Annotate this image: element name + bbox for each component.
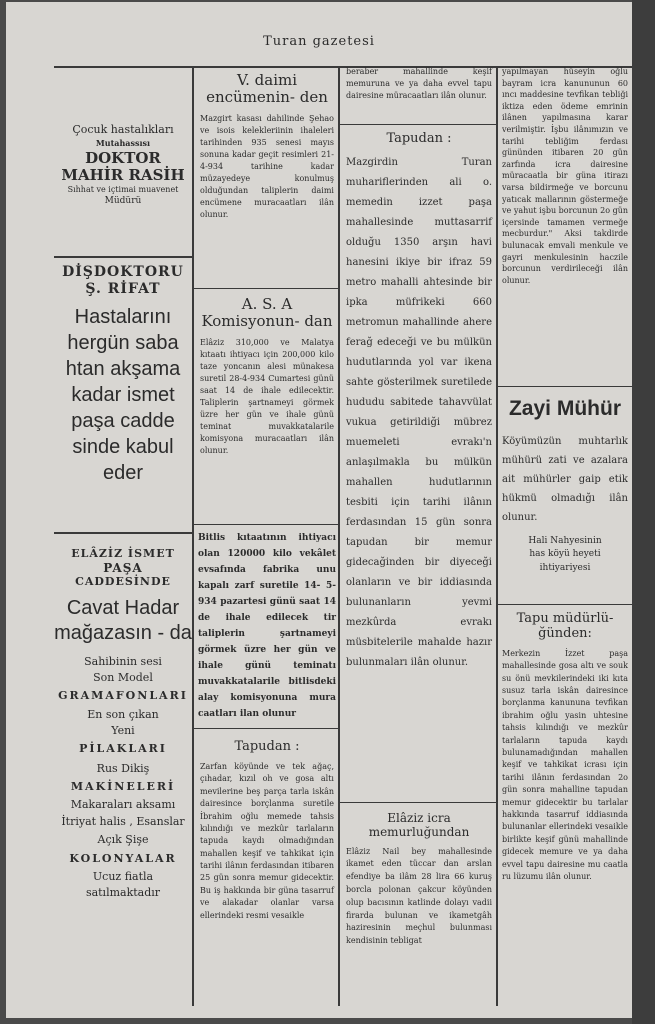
notice-body: beraber mahallinde keşif memuruna ve ya daha evvel tapu dairesine müracaatları ilân olunur. [346,67,492,100]
section-rule [498,604,632,605]
notice-body: Bitlis kıtaatının ihtiyacı olan 120000 kilo vekâlet evsafında fabrika unu kapalı zarf suretile 14- 5- 934 pazartesi günü saat 14 de ihale edilecek tir taliplerin şartnameyi görmek üzre her gün ve ihale günü teminatı muvakkatalarile bitlisdeki alay komisyonuna mura caatları ilan olunur [198,533,336,719]
shop-ad-head: CADDESİNDE [75,574,171,588]
shop-ad-line: PİLAKLARI [79,741,167,755]
shop-ad-line: Ucuz fiatla [92,869,154,883]
shop-ad-head: ELÂZİZ İSMET [71,547,175,560]
notice-body: Zarfan köyünde ve tek ağaç, çıhadar, kızıl oh ve gosa altı mevilerine beş parça tarla iskân dairesince borçlanma suretile İbrahim oğlu memede tahsis kılındığı ve mezkûr tarlaların tapuda kaydı olmadığından mahallen keşif ve tahkikat için tarihi ilânın ferdasından itibaren 25 gün sonra memur gidecektir. Bu iş hakkında bir güna tasarruf ve alakadar olanlar varsa ellerindeki resmi vesaikle [200,761,334,920]
notice-land-registry [346,130,492,673]
notice-continued [502,66,628,286]
doctor-ad-role: Sıhhat ve içtimai muavenet [67,184,179,194]
shop-ad-line: En son çıkan [87,707,159,721]
notice-commission [200,294,334,457]
section-rule [54,256,192,258]
section-rule [194,524,338,525]
notice-body: Mazgirt kasası dahilinde Şehao ve isois kelekleriinin ihaleleri tarihinden 935 senesi mayıs sonuna kadar geçit resimleri 21-4-934 tarihine kadar müzayedeye konulmuş olduğundan taliplerin daimi encümene muracaatları ilân olunur. [200,113,334,219]
masthead: Turan gazetesi [263,34,375,49]
section-rule [54,532,192,534]
notice-body: yapılmayan hüseyin oğlu bayram icra kanununun 60 ıncı maddesine tevfikan tebliği iktiza eden ödeme emrinin ilânen yapılmasına karar verilmiştir. İşbu ilânımızın ve tarihi tebliğim ferdası gününden itibaren 20 gün zarfında icra dairesine müracaatla bir güna itirazı varsa bildirmeğe ve borcunu yatıcak mallarının göstermeğe ve yahut işbu borcunun 2o gün içersinde tamamen vermeğe mecburdur." Aksi takdirde bulunacak emvali menkule ve gayri menkulesinin haczile borcunun verdirileceği ilân olunur. [502,67,628,285]
page-edge-shadow [632,0,655,1024]
shop-ad-head: PAŞA [103,560,143,575]
shop-ad-line: GRAMAFONLARI [58,688,188,702]
shop-ad-line: Yeni [111,723,135,737]
notice-title: V. daimi encümenin- den [206,71,328,107]
section-rule [340,124,496,125]
column-divider [338,66,340,1006]
section-rule [194,728,338,729]
newspaper-page [6,2,632,1018]
doctor-ad-title: Mutahassısı [95,137,151,148]
section-rule [340,802,496,803]
section-rule [498,386,632,387]
notice-signature: has köyü heyeti [529,549,601,560]
notice-enforcement-office [346,810,492,948]
shop-ad-line: İtriyat halis , Esanslar [61,814,185,828]
doctor-ad-specialty: Çocuk hastalıkları [72,123,174,136]
dentist-ad-title: DİŞDOKTORU [62,264,184,280]
notice-council [200,70,334,221]
lost-seal-notice [502,394,628,575]
section-rule [194,288,338,289]
shop-ad-line: Sahibinin sesi [84,654,162,668]
shop-ad-line: Makaraları aksamı [70,797,176,811]
shop-ad-line: KOLONYALAR [69,851,177,865]
shop-ad [54,546,192,900]
notice-body: Köyümüzün muhtarlık mühürü zati ve azalara ait mühürler gaip etik hükmü olmadığı ilân olunur. [502,436,628,524]
doctor-ad [54,122,192,208]
notice-signature: ihtiyariyesi [539,562,591,573]
shop-ad-line: Son Model [93,670,153,684]
notice-title: Elâziz icra memurluğundan [368,811,470,839]
doctor-ad-role: Müdürü [104,196,142,207]
column-divider [496,66,498,1006]
notice-title: Tapudan : [386,131,452,146]
notice-body: Merkezin İzzet paşa mahallesinde gosa altı ve souk su önü mevkilerindeki iki kıta susuz tarla iskân dairesince borçlanma kanununa tevfikan ibrahim oğlu yasin uhtesine tahsis kılındığı ve mezkûr tarlaların tapuda kaydı bulunamadığından mahallen keşif ve tahkikat icrası için tarihi ilânın ferdasından 2o gün sonra mahalline tapudan memur gidecektir bu tarlalar hakkında tasarruf iddiasında bulunanlar ellerindeki vesaikle birlikte keşif günü mahallinde gidecek memure ve ya daha evvel tapu dairesine mu caatla ru lüzumu ilân olunur. [502,648,628,881]
dentist-ad-name: Ş. RİFAT [85,281,161,297]
doctor-ad-name: MAHİR RASİH [61,165,185,184]
notice-signature: Hali Nahyesinin [528,536,602,547]
notice-continued [346,66,492,102]
notice-body: Mazgirdin Turan muhariflerinden ali o. memedin izzet paşa mahallesinde muttasarrif olduğu 1350 arşın havi hanesini ikiye bir ifraz 59 metro mahalli ahtesinde bir ipka müfrikeki 660 metromun mahallinde ahere ferağ edeceği ve bu mülkün hudutlarında yol var ikena sahte gösterilmek suretilede hududu sabitede tahavvülat vukua getirildiği mübrez muemeleti evrakı'n anlaşılmakla bu mülkün mahallen hudutlarının tesbiti için tarihi ilânın ferdasından 15 gün sonra tapudan bir memur gidecağinden bir diyeceği olanların ve bir iddiasında bulunanların yevmi mezkûrda evrakı müsbitelerile mahalde hazır bulunmaları ilân olunur. [346,156,492,668]
dentist-ad [54,264,192,486]
shop-ad-line: MAKİNELERİ [70,779,176,793]
column-divider [192,66,194,1006]
notice-title: Zayi Mühür [508,397,621,420]
notice-body: Elâziz Nail bey mahallesinde ikamet eden tüccar dan arslan efendiye ba ilâm 28 lira 66 kuruş borcla polonan çakcur köyünden olup bacısının katlinde dolayı vadii firarda bulunan ve ikametgâh haziresinin meçhul bulunması kendisinin tebligat [346,846,492,946]
shop-ad-line: satılmaktadır [85,885,161,899]
notice-bitlis [198,530,336,722]
shop-ad-name: Cavat Hadar mağazasın - da [54,596,192,644]
notice-title: A. S. A Komisyonun- dan [201,295,333,331]
dentist-ad-body: Hastalarını hergün saba htan akşama kadar ismet paşa cadde sinde kabul eder [65,306,181,484]
shop-ad-line: Açık Şişe [97,832,149,846]
notice-title: Tapudan : [234,739,300,754]
notice-body: Elâziz 310,000 ve Malatya kıtaatı ihtiyacı için 200,000 kilo taze yoncanın alesi münakesa suretil 28-4-934 Cumartesi günü saat 14 de ihale edilecektir. Taliplerin şartnameyi görmek üzre her gün ve ihale günü teminat muvakkatalarile komisyona muracaatları ilân olunur. [200,337,334,455]
notice-land-registry [200,738,334,922]
notice-land-directorate [502,610,628,883]
shop-ad-line: Rus Dikiş [96,761,150,775]
notice-title: Tapu müdürlü- ğünden: [516,611,614,641]
doctor-ad-label: DOKTOR [85,148,161,167]
